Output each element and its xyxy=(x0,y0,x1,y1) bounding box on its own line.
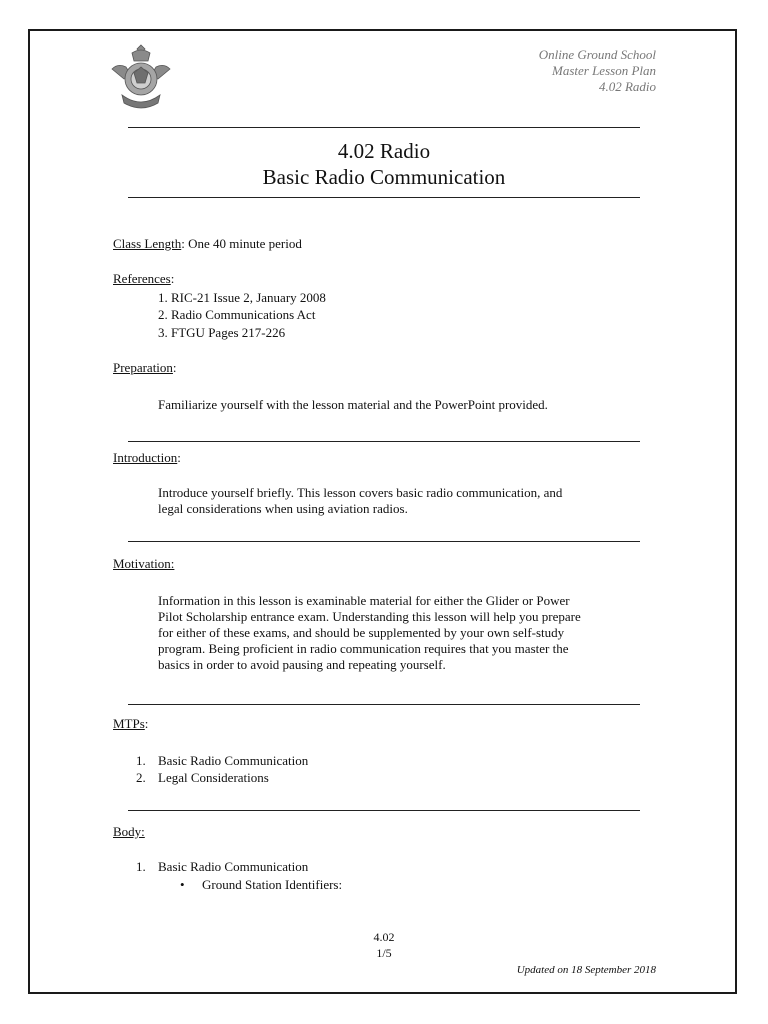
introduction-line: Introduce yourself briefly. This lesson covers basic radio communication, and xyxy=(158,485,563,500)
motivation-line: Pilot Scholarship entrance exam. Understanding this lesson will help you prepare xyxy=(158,609,581,624)
reference-item: 3. FTGU Pages 217-226 xyxy=(158,325,286,340)
preparation-heading xyxy=(113,360,177,376)
preparation-colon: : xyxy=(172,360,177,375)
body-item-text: Basic Radio Communication xyxy=(158,859,309,874)
reference-item: 2. Radio Communications Act xyxy=(158,307,316,322)
bullet-text: Ground Station Identifiers: xyxy=(202,877,343,892)
body-item xyxy=(136,858,308,875)
footer-section: 4.02 xyxy=(373,930,395,944)
mtp-number: 1. xyxy=(136,753,146,768)
motivation-line: for either of these exams, and should be supplemented by your own self-study xyxy=(158,625,565,640)
divider-title xyxy=(128,197,640,198)
introduction-colon: : xyxy=(177,450,181,465)
mtps-colon: : xyxy=(144,716,149,731)
mtp-text: Legal Considerations xyxy=(158,770,269,785)
header-line-lesson: 4.02 Radio xyxy=(598,79,656,94)
reference-item: 1. RIC-21 Issue 2, January 2008 xyxy=(158,290,326,305)
header-info xyxy=(539,47,656,95)
introduction-line: legal considerations when using aviation radios. xyxy=(158,501,408,516)
introduction-heading xyxy=(113,450,181,466)
preparation-text: Familiarize yourself with the lesson material and the PowerPoint provided. xyxy=(158,397,548,412)
mtp-text: Basic Radio Communication xyxy=(158,753,309,768)
motivation-line: program. Being proficient in radio communication requires that you master the xyxy=(158,641,569,656)
introduction-text xyxy=(158,485,638,517)
references-heading xyxy=(113,271,174,287)
class-length-value: : One 40 minute period xyxy=(181,236,302,251)
body-label: Body: xyxy=(113,824,145,839)
class-length xyxy=(113,236,302,252)
introduction-label: Introduction xyxy=(113,450,178,465)
mtp-item xyxy=(136,752,308,769)
footer-page-number: 1/5 xyxy=(376,946,392,960)
crest-logo xyxy=(108,43,174,113)
divider-top xyxy=(128,127,640,128)
header-line-plan: Master Lesson Plan xyxy=(552,63,656,78)
divider-intro xyxy=(128,441,640,442)
divider-mtps xyxy=(128,704,640,705)
motivation-line: Information in this lesson is examinable material for either the Glider or Power xyxy=(158,593,570,608)
motivation-label: Motivation: xyxy=(113,556,175,571)
mtp-number: 2. xyxy=(136,770,146,785)
preparation-label: Preparation xyxy=(113,360,173,375)
mtp-item xyxy=(136,769,269,786)
body-item-number: 1. xyxy=(136,859,146,874)
mtps-label: MTPs xyxy=(113,716,145,731)
footer-updated: Updated on 18 September 2018 xyxy=(516,964,656,976)
mtps-heading xyxy=(113,716,148,732)
class-length-label: Class Length xyxy=(113,236,182,251)
header-line-school: Online Ground School xyxy=(538,47,656,62)
title-line-1: 4.02 Radio xyxy=(337,139,431,163)
title-line-2: Basic Radio Communication xyxy=(262,165,506,189)
body-bullet xyxy=(180,877,342,893)
divider-body xyxy=(128,810,640,811)
divider-motivation xyxy=(128,541,640,542)
references-label: References xyxy=(113,271,171,286)
references-colon: : xyxy=(170,271,175,286)
motivation-text xyxy=(158,593,638,673)
bullet-symbol: • xyxy=(180,877,185,892)
motivation-line: basics in order to avoid pausing and repeating yourself. xyxy=(158,657,446,672)
